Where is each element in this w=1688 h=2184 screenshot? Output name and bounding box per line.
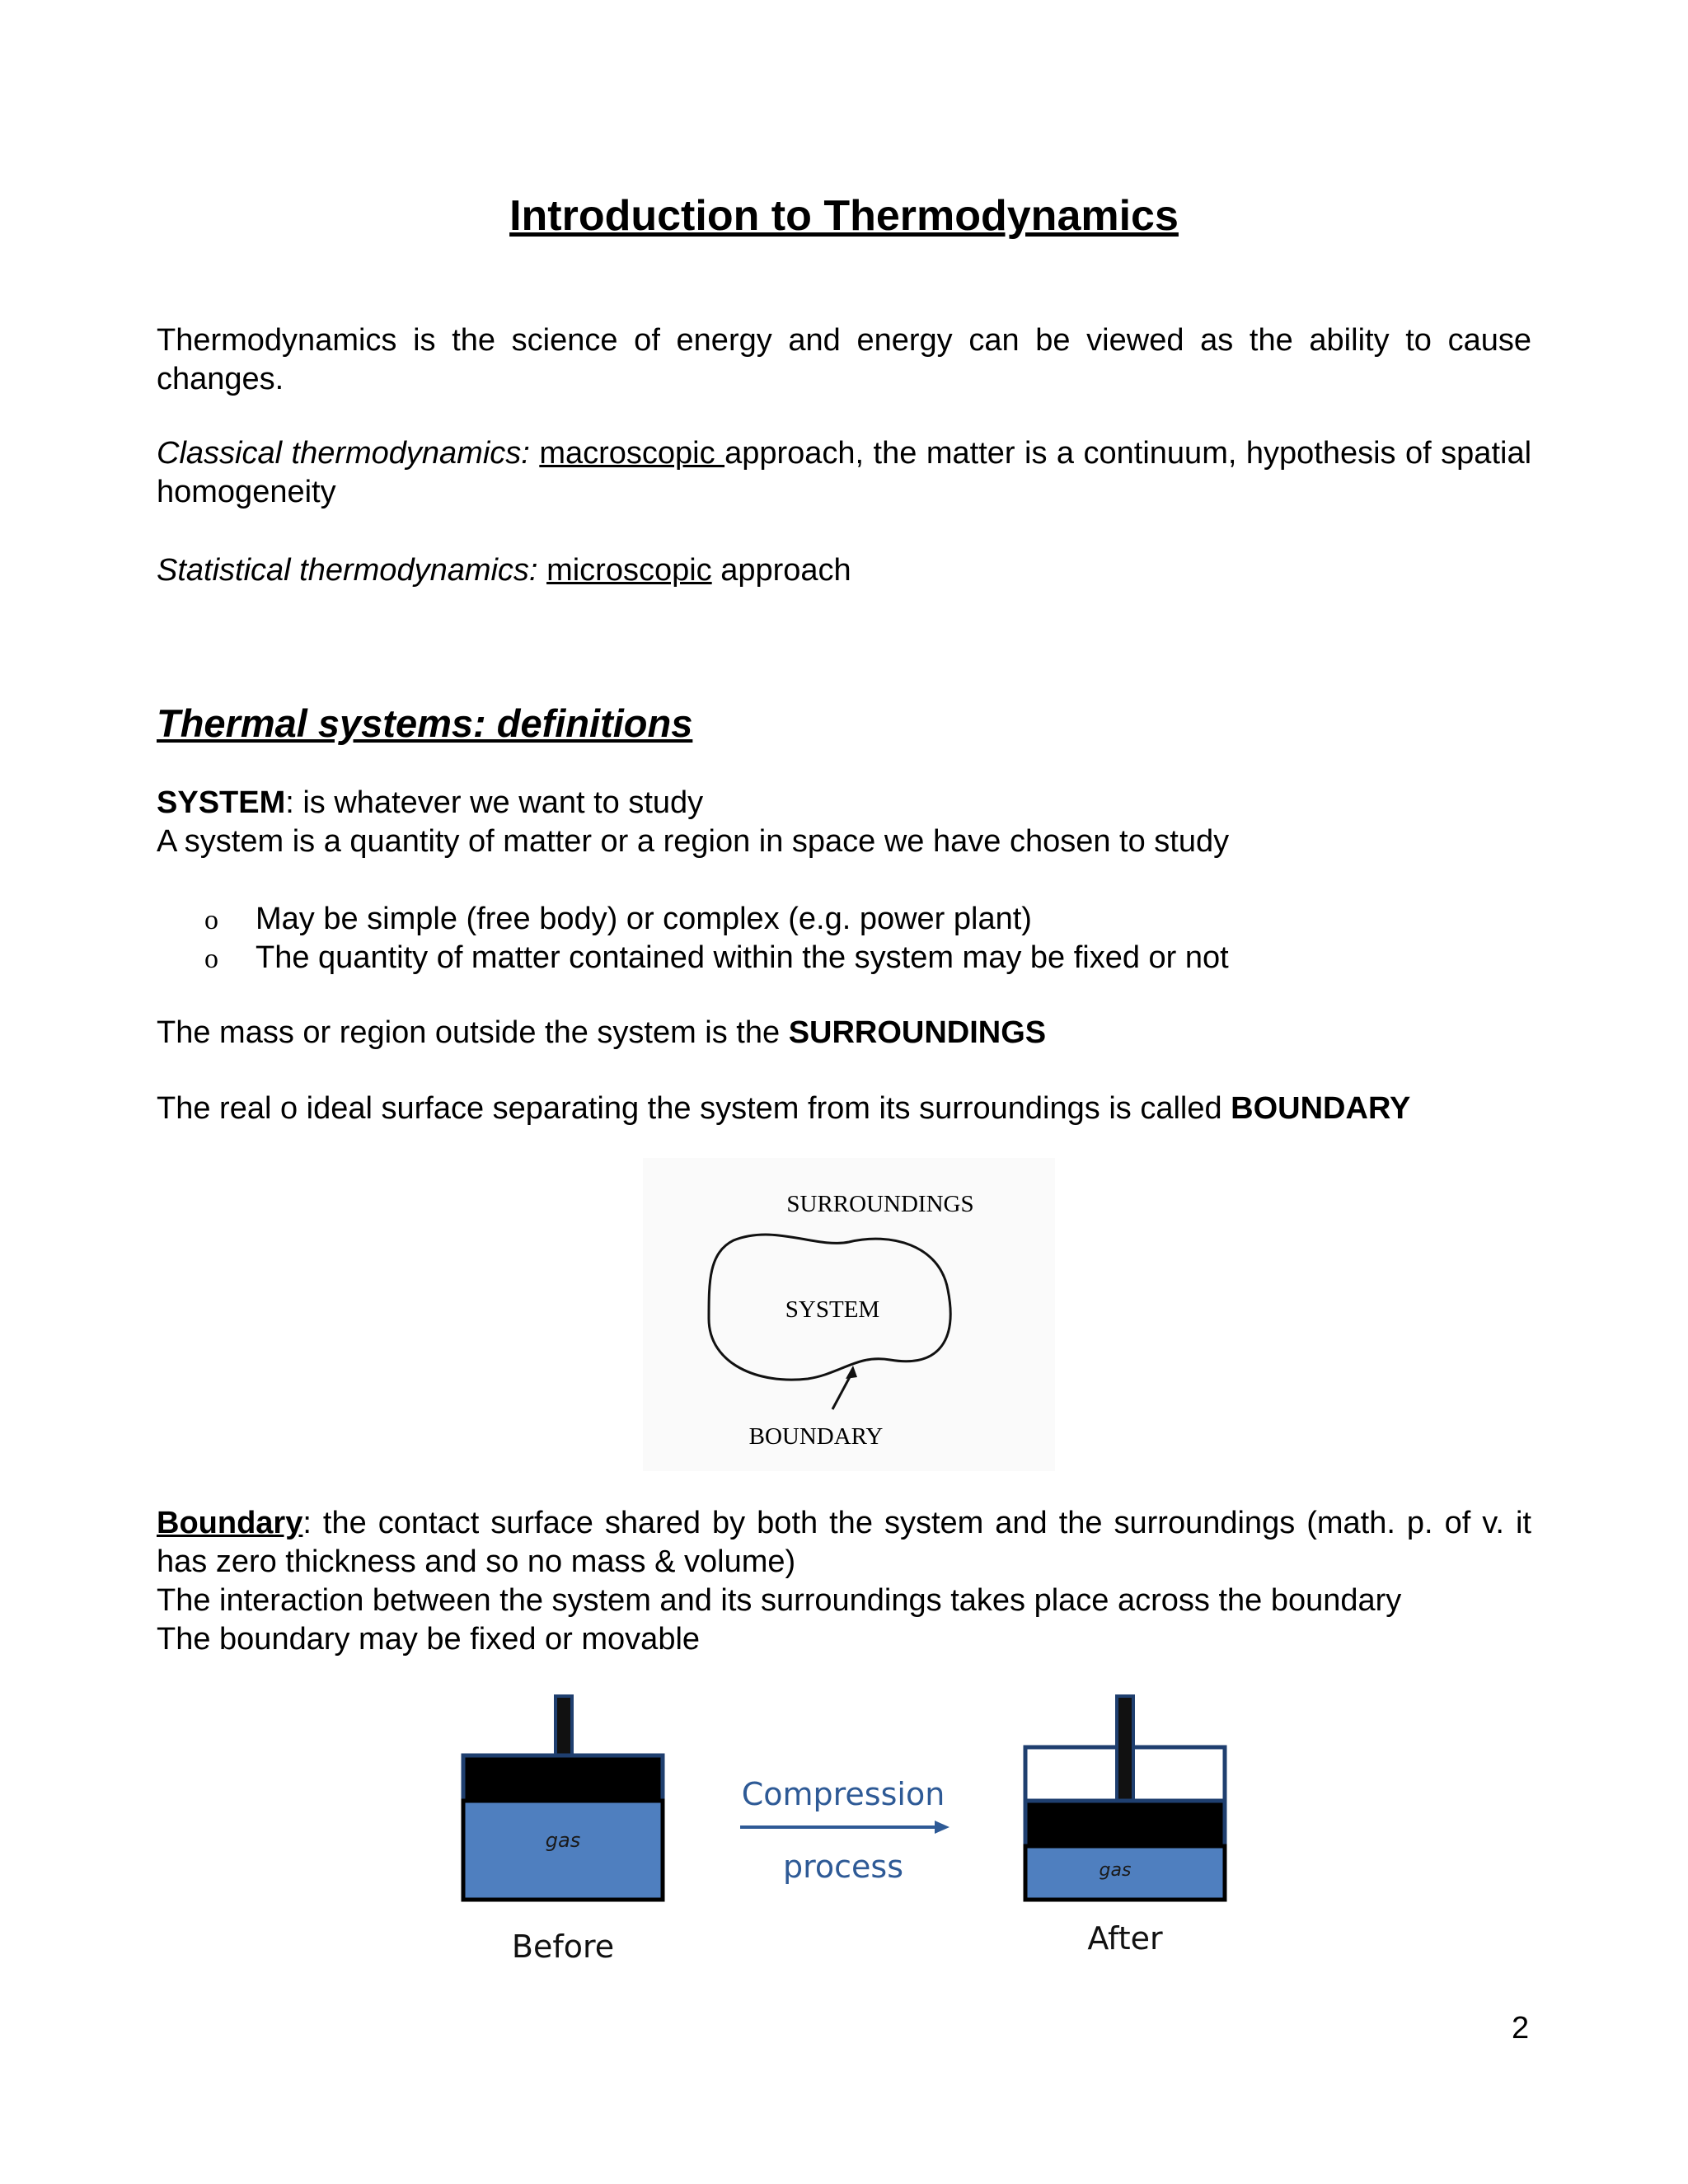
bullet-marker: o: [204, 944, 218, 974]
statistical-term: microscopic: [546, 553, 712, 588]
before-label: Before: [511, 1929, 615, 1965]
after-piston-head: [1025, 1801, 1225, 1846]
boundary-label: BOUNDARY: [748, 1423, 884, 1450]
before-piston-head: [463, 1755, 663, 1801]
before-cylinder: [463, 1696, 663, 1900]
system-line2: A system is a quantity of matter or a region in space we have chosen to study: [157, 824, 1230, 859]
surroundings-definition: [157, 1014, 1046, 1052]
surroundings-label: SURROUNDINGS: [786, 1191, 974, 1217]
before-gas-label: gas: [545, 1829, 581, 1852]
statistical-rest: approach: [711, 553, 851, 588]
statistical-label: Statistical thermodynamics:: [157, 553, 538, 588]
boundary-definition: [157, 1090, 1410, 1128]
boundary-paragraph: [157, 1504, 1531, 1582]
system-diagram: [643, 1158, 1055, 1471]
boundary-term: BOUNDARY: [1231, 1091, 1411, 1126]
list-item: [204, 939, 1229, 978]
list-item: [204, 900, 1032, 940]
surroundings-term: SURROUNDINGS: [788, 1015, 1047, 1050]
section-heading: Thermal systems: definitions: [157, 701, 693, 745]
statistical-line: [157, 551, 851, 590]
page-number: 2: [1512, 2011, 1530, 2046]
process-label-line2: process: [782, 1849, 904, 1885]
after-gas-label: gas: [1099, 1860, 1132, 1881]
intro-paragraph: Thermodynamics is the science of energy and energy can be viewed as the ability to cause changes.: [157, 323, 1531, 396]
piston-compression-diagram: [445, 1681, 1269, 1978]
boundary-text: The real o ideal surface separating the system from its surroundings is called: [157, 1091, 1231, 1126]
bullet-text: May be simple (free body) or complex (e.g. power plant): [256, 902, 1032, 936]
page-title: Introduction to Thermodynamics: [509, 192, 1179, 240]
bullet-text: The quantity of matter contained within the system may be fixed or not: [256, 940, 1229, 975]
classical-paragraph: [157, 434, 1531, 512]
system-label: SYSTEM: [785, 1296, 880, 1323]
before-piston-rod: [556, 1696, 572, 1762]
bullet-marker: o: [204, 905, 218, 935]
system-rest: : is whatever we want to study: [285, 785, 704, 820]
after-label: After: [1087, 1920, 1163, 1957]
boundary-para-line2: The interaction between the system and its surroundings takes place across the boundary: [157, 1583, 1402, 1618]
system-definition: [157, 784, 703, 823]
surroundings-text: The mass or region outside the system is the: [157, 1015, 789, 1050]
boundary-para-rest: : the contact surface shared by both the system and the surroundings (math. p. of v. it has zero thickness and so no mass & volume): [157, 1506, 1531, 1579]
classical-rest: approach, the matter is a continuum, hypothesis of spatial homogeneity: [157, 436, 1532, 509]
after-cylinder: [1025, 1696, 1225, 1900]
process-label-line1: Compression: [741, 1776, 945, 1812]
boundary-para-line3: The boundary may be fixed or movable: [157, 1622, 701, 1657]
classical-term: macroscopic: [539, 436, 725, 471]
classical-label: Classical thermodynamics:: [157, 436, 530, 471]
system-term: SYSTEM: [157, 785, 286, 820]
process-arrowhead: [935, 1821, 950, 1834]
after-piston-rod: [1117, 1696, 1133, 1803]
boundary-para-term: Boundary: [157, 1506, 303, 1540]
